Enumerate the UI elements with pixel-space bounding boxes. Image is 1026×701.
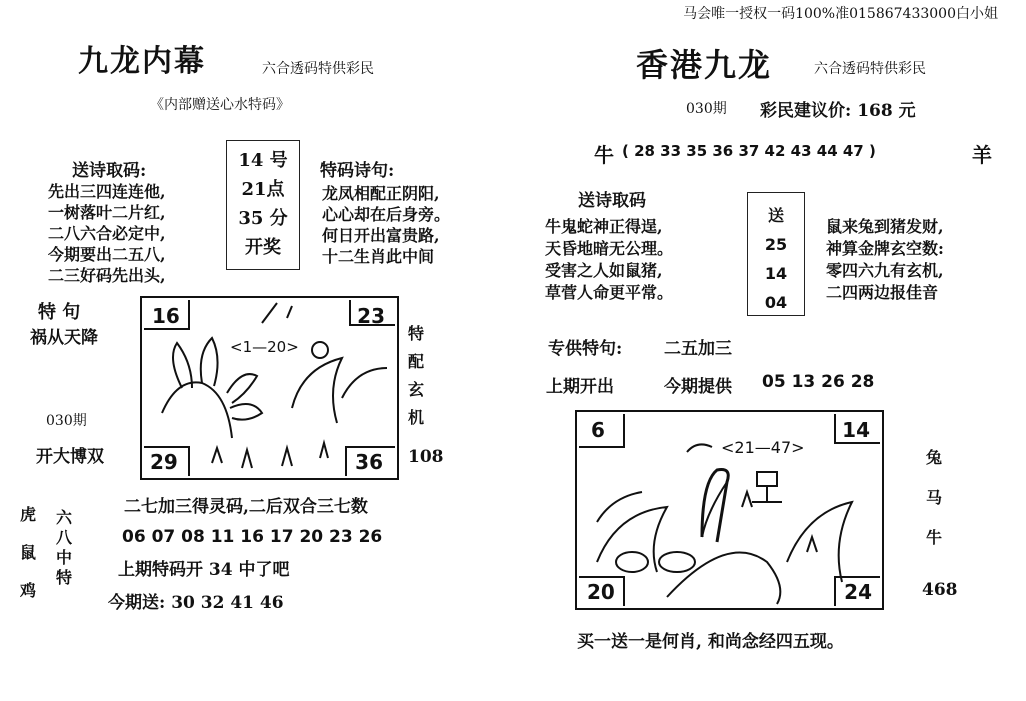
poem-line: 龙凤相配正阴阳,	[322, 184, 440, 203]
liuba-char: 六	[56, 508, 73, 527]
poem-line: 鼠来兔到猪发财,	[826, 217, 944, 236]
left-line1: 二七加三得灵码,二后双合三七数	[124, 497, 368, 517]
side-char: 机	[408, 408, 425, 427]
animal-char: 鸡	[20, 581, 37, 600]
poem-line: 草菅人命更平常。	[545, 283, 674, 302]
right-poem	[545, 216, 673, 304]
animal-char: 鼠	[20, 543, 37, 562]
right-poem-label: 送诗取码	[578, 191, 646, 211]
poem-line: 先出三四连连他,	[48, 182, 166, 201]
right-code-box	[747, 192, 805, 316]
left-numbers-row: 06 07 08 11 16 17 20 23 26	[122, 527, 383, 547]
left-side-num: 108	[408, 447, 444, 467]
left-inner-note: 《内部赠送心水特码》	[150, 97, 290, 113]
left-teju-text: 祸从天降	[30, 328, 98, 348]
poem-line: 心心却在后身旁。	[322, 205, 451, 224]
box-line: 送	[767, 206, 784, 225]
left-issue: 030期	[46, 413, 87, 429]
right-hint-picture	[575, 410, 884, 610]
liuba-char: 中	[56, 548, 73, 567]
left-teju-label: 特 句	[38, 302, 81, 323]
box-line: 25	[764, 235, 788, 254]
right-special-label: 专供特句:	[548, 339, 623, 359]
right-side-vertical	[926, 438, 942, 558]
left-subtitle: 六合透码特供彩民	[262, 61, 374, 77]
pic-number: 36	[355, 450, 383, 474]
poem-line: 何日开出富贵路,	[322, 226, 440, 245]
poem-line: 受害之人如鼠猪,	[545, 261, 663, 280]
poem-line: 二八六合必定中,	[48, 224, 166, 243]
pic-range-text: <1—20>	[230, 338, 299, 356]
box-line: 开奖	[245, 237, 281, 258]
left-special-poem	[322, 183, 450, 267]
right-title: 香港九龙	[636, 46, 773, 84]
right-yang-label: 羊	[972, 143, 992, 167]
right-side-num: 468	[922, 580, 958, 600]
left-hint-picture	[140, 296, 399, 480]
liuba-char: 特	[56, 568, 73, 587]
left-liuba	[56, 508, 72, 588]
left-poem	[48, 181, 166, 286]
right-niu-label: 牛	[594, 143, 614, 167]
poem-line: 天昏地暗无公理。	[545, 239, 674, 258]
side-char: 玄	[408, 380, 425, 399]
left-special-poem-label: 特码诗句:	[320, 161, 395, 181]
right-price: 彩民建议价: 168 元	[760, 101, 916, 121]
left-draw-time-box	[226, 140, 300, 270]
right-this-label: 今期提供	[664, 377, 732, 397]
top-banner: 马会唯一授权一码100%准015867433000白小姐	[683, 6, 998, 22]
right-poem2	[826, 216, 944, 304]
poem-line: 二四两边报佳音	[826, 283, 939, 302]
poem-line: 二三好码先出头,	[48, 266, 166, 285]
left-side-vertical	[408, 320, 424, 432]
pic-number: 29	[150, 450, 178, 474]
left-this-time: 今期送: 30 32 41 46	[108, 593, 284, 613]
left-poem-label: 送诗取码:	[72, 161, 147, 181]
side-char: 兔	[926, 448, 943, 467]
pic-number: 24	[844, 580, 872, 604]
side-char: 特	[408, 324, 425, 343]
liuba-char: 八	[56, 528, 73, 547]
pic-number: 14	[842, 418, 870, 442]
left-last-time: 上期特码开 34 中了吧	[118, 560, 290, 580]
side-char: 马	[926, 488, 943, 507]
side-char: 配	[408, 352, 425, 371]
poem-line: 今期要出二五八,	[48, 245, 166, 264]
box-line: 14 号	[238, 150, 288, 171]
box-line: 21点	[241, 179, 285, 200]
animal-char: 虎	[20, 505, 37, 524]
right-special-text: 二五加三	[664, 339, 732, 359]
poem-line: 零四六九有玄机,	[826, 261, 944, 280]
side-char: 牛	[926, 528, 943, 547]
pic-number: 20	[587, 580, 615, 604]
right-footer: 买一送一是何肖, 和尚念经四五现。	[577, 632, 844, 652]
right-subtitle: 六合透码特供彩民	[814, 61, 926, 77]
right-last-label: 上期开出	[546, 377, 614, 397]
left-title: 九龙内幕	[78, 44, 206, 79]
box-line: 35 分	[238, 208, 288, 229]
poem-line: 一树落叶二片红,	[48, 203, 166, 222]
poem-line: 神算金牌玄空数:	[826, 239, 944, 258]
right-niu-numbers: ( 28 33 35 36 37 42 43 44 47 )	[622, 142, 876, 160]
poem-line: 十二生肖此中间	[322, 247, 435, 266]
left-kaida: 开大博双	[36, 447, 104, 467]
pic-number: 16	[152, 304, 180, 328]
pic-number: 23	[357, 304, 385, 328]
right-this-numbers: 05 13 26 28	[762, 372, 875, 392]
poem-line: 牛鬼蛇神正得逞,	[545, 217, 663, 236]
right-issue: 030期	[686, 101, 727, 117]
pic-number: 6	[591, 418, 605, 442]
box-line: 14	[764, 264, 788, 283]
box-line: 04	[764, 293, 788, 312]
left-animals	[20, 496, 36, 610]
pic-range-text: <21—47>	[721, 438, 805, 457]
